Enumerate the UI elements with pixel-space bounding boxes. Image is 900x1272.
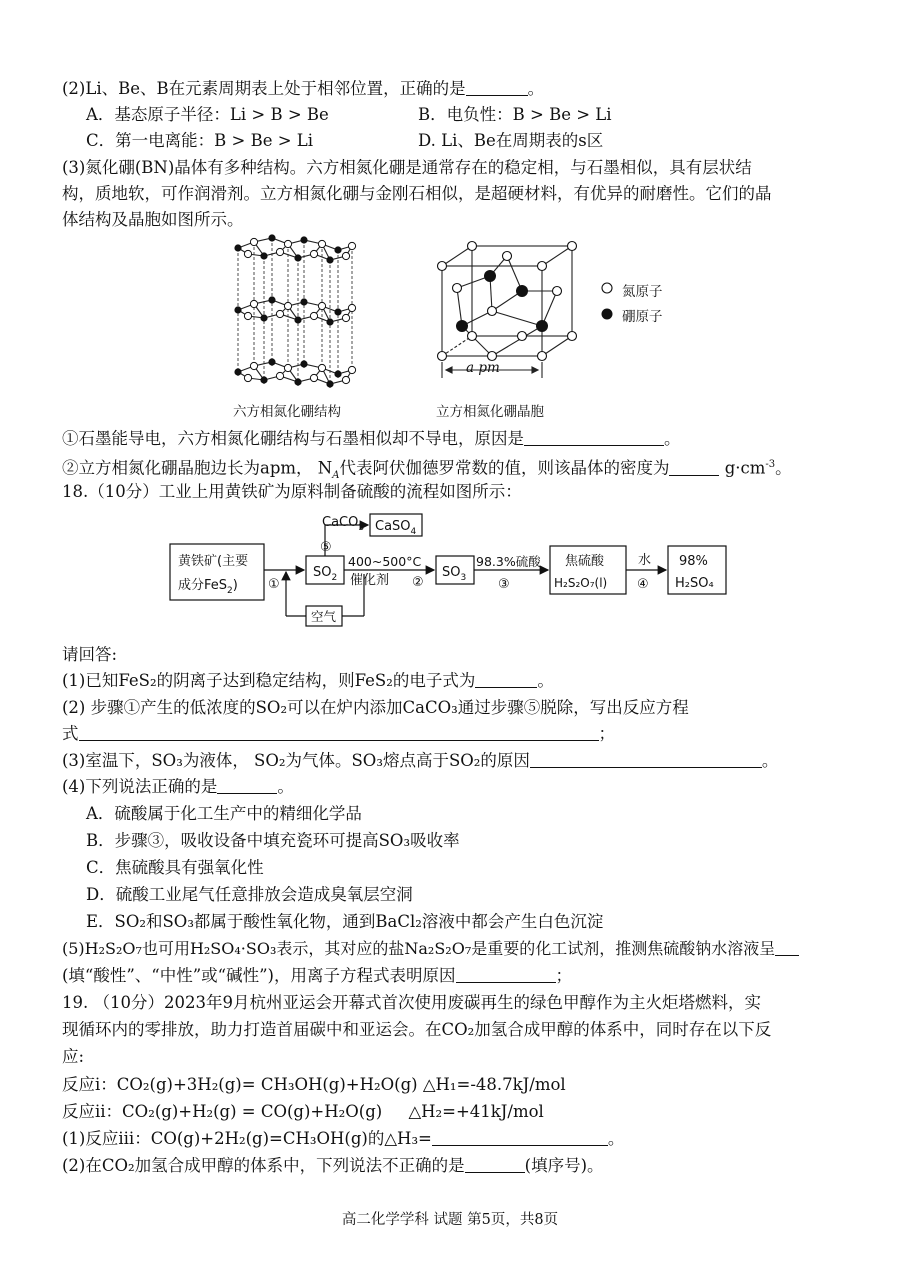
product-label-line1: 98% bbox=[679, 554, 708, 569]
answer-blank[interactable] bbox=[524, 429, 664, 446]
edge-length-label: a pm bbox=[466, 360, 500, 376]
pyrosulfuric-label-line2: H₂S₂O₇(l) bbox=[554, 576, 608, 590]
q17-option-d: D. Li、Be在周期表的s区 bbox=[418, 131, 604, 150]
q19-line2: 现循环内的零排放，助力打造首届碳中和亚运会。在CO₂加氢合成甲醇的体系中，同时存在以下反 bbox=[62, 1020, 772, 1039]
q19-q1: (1)反应ⅲ：CO(g)+2H₂(g)=CH₃OH(g)的△H₃= 。 bbox=[62, 1129, 625, 1148]
atom-legend-markers bbox=[600, 280, 616, 324]
q18-option-a: A．硫酸属于化工生产中的精细化学品 bbox=[86, 804, 362, 823]
q17-part3-line1: (3)氮化硼(BN)晶体有多种结构。六方相氮化硼是通常存在的稳定相，与石墨相似，具有层状结 bbox=[62, 158, 752, 177]
q18-q5-line1: (5)H₂S₂O₇也可用H₂SO₄·SO₃表示，其对应的盐Na₂S₂O₇是重要的化工试剂，推测焦硫酸钠水溶液呈 bbox=[62, 938, 799, 960]
hexagonal-bn-caption: 六方相氮化硼结构 bbox=[233, 404, 341, 420]
q18-q2-line1: (2) 步骤①产生的低浓度的SO₂可以在炉内添加CaCO₃通过步骤⑤脱除，写出反应方程 bbox=[62, 698, 689, 717]
q19-q2: (2)在CO₂加氢合成甲醇的体系中，下列说法不正确的是 (填序号)。 bbox=[62, 1156, 604, 1175]
q17-sub1: ①石墨能导电，六方相氮化硼结构与石墨相似却不导电，原因是 。 bbox=[62, 429, 681, 448]
q17-part3-line3: 体结构及晶胞如图所示。 bbox=[62, 210, 244, 229]
q18-q4: (4)下列说法正确的是 。 bbox=[62, 777, 294, 796]
answer-blank[interactable] bbox=[465, 1156, 525, 1173]
step-5: ⑤ bbox=[320, 540, 332, 555]
q18-option-c: C．焦硫酸具有强氧化性 bbox=[86, 858, 264, 877]
boron-atom-icon bbox=[602, 309, 613, 320]
step-3: ③ bbox=[498, 577, 510, 592]
acid-absorber-label: 98.3%硫酸 bbox=[476, 554, 541, 569]
q18-option-b: B．步骤③，吸收设备中填充瓷环可提高SO₃吸收率 bbox=[86, 831, 460, 850]
pyrite-label-line2: 成分FeS$_2$) bbox=[178, 578, 238, 596]
legend-boron: 硼原子 bbox=[622, 309, 663, 325]
condition-catalyst: 催化剂 bbox=[350, 573, 390, 588]
cubic-bn-unit-cell-figure bbox=[432, 240, 592, 380]
sulfuric-acid-flowchart bbox=[168, 508, 738, 630]
hexagonal-bn-structure-figure bbox=[228, 234, 364, 392]
answer-prompt: 请回答: bbox=[62, 645, 118, 664]
answer-blank[interactable] bbox=[79, 724, 599, 741]
water-label: 水 bbox=[638, 553, 652, 568]
legend-nitrogen: 氮原子 bbox=[622, 284, 663, 300]
step-1: ① bbox=[268, 577, 280, 592]
q18-q5-line2: (填“酸性”、“中性”或“碱性”)，用离子方程式表明原因 ； bbox=[62, 966, 572, 985]
q19-line3: 应: bbox=[62, 1047, 85, 1066]
answer-blank[interactable] bbox=[669, 459, 719, 476]
product-label-line2: H₂SO₄ bbox=[675, 576, 714, 591]
q19-reaction-2: 反应ⅱ：CO₂(g)+H₂(g) = CO(g)+H₂O(g) △H₂=+41kJ/mol bbox=[62, 1102, 544, 1121]
answer-blank[interactable] bbox=[217, 777, 277, 794]
caco3-label: CaCO$_3$ bbox=[322, 515, 365, 533]
answer-blank[interactable] bbox=[456, 966, 556, 983]
q17-option-a: A．基态原子半径：Li > B > Be bbox=[86, 105, 329, 124]
q17-part3-line2: 构，质地软，可作润滑剂。立方相氮化硼与金刚石相似，是超硬材料，有优异的耐磨性。它们的晶 bbox=[62, 184, 772, 203]
q18-q3: (3)室温下，SO₃为液体， SO₂为气体。SO₃熔点高于SO₂的原因 。 bbox=[62, 751, 779, 770]
caso4-label: CaSO$_4$ bbox=[375, 519, 417, 537]
q17-part2-stem: (2)Li、Be、B在元素周期表上处于相邻位置，正确的是 。 bbox=[62, 79, 545, 98]
page-footer: 高二化学学科 试题 第5页，共8页 bbox=[341, 1212, 559, 1228]
answer-blank[interactable] bbox=[432, 1129, 608, 1146]
answer-blank[interactable] bbox=[775, 939, 799, 956]
nitrogen-atom-icon bbox=[602, 283, 612, 293]
air-label: 空气 bbox=[311, 609, 337, 624]
answer-blank[interactable] bbox=[530, 751, 762, 768]
step-4: ④ bbox=[637, 577, 649, 592]
q19-reaction-1: 反应ⅰ：CO₂(g)+3H₂(g)= CH₃OH(g)+H₂O(g) △H₁=-48.7kJ/mol bbox=[62, 1075, 566, 1094]
q17-option-b: B．电负性：B > Be > Li bbox=[418, 105, 612, 124]
pyrite-label-line1: 黄铁矿(主要 bbox=[178, 554, 249, 569]
pyrosulfuric-label-line1: 焦硫酸 bbox=[565, 554, 605, 569]
step-2: ② bbox=[412, 575, 424, 590]
q18-option-d: D．硫酸工业尾气任意排放会造成臭氧层空洞 bbox=[86, 885, 413, 904]
answer-blank[interactable] bbox=[466, 79, 528, 96]
so3-label: $SO_3$ bbox=[442, 565, 467, 583]
q19-line1: 19. （10分）2023年9月杭州亚运会开幕式首次使用废碳再生的绿色甲醇作为主火炬塔燃料，实 bbox=[62, 993, 761, 1012]
q18-title: 18.（10分）工业上用黄铁矿为原料制备硫酸的流程如图所示： bbox=[62, 482, 522, 501]
so2-label: $SO_2$ bbox=[313, 565, 338, 583]
answer-blank[interactable] bbox=[475, 671, 537, 688]
q17-sub2: ②立方相氮化硼晶胞边长为apm， $N_A$代表阿伏伽德罗常数的值，则该晶体的密度为 $g\cdot cm^{-3}$。 bbox=[62, 458, 792, 481]
q17-option-c: C．第一电离能：B > Be > Li bbox=[86, 131, 314, 150]
q18-q2-line2: 式 ； bbox=[62, 724, 615, 743]
q18-option-e: E．SO₂和SO₃都属于酸性氧化物，通到BaCl₂溶液中都会产生白色沉淀 bbox=[86, 912, 604, 931]
q18-q1: (1)已知FeS₂的阴离子达到稳定结构，则FeS₂的电子式为 。 bbox=[62, 671, 554, 690]
cubic-bn-caption: 立方相氮化硼晶胞 bbox=[436, 404, 544, 420]
condition-temperature: 400~500°C bbox=[348, 554, 422, 569]
